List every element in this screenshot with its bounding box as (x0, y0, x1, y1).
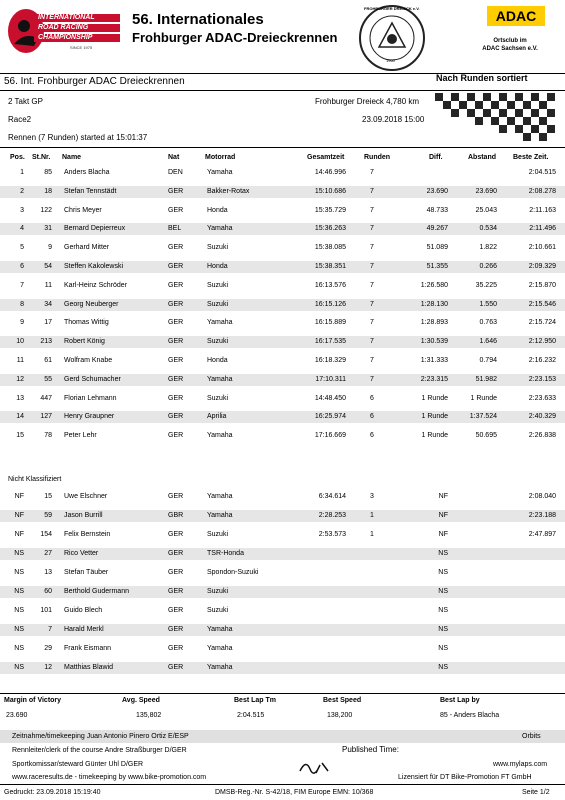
cell-laps: 7 (370, 375, 374, 383)
cell-pos: 14 (16, 413, 24, 421)
cell-laps: 6 (370, 413, 374, 421)
cell-nr: 85 (44, 169, 52, 176)
cell-nat: GER (168, 645, 184, 652)
sort-label: Nach Runden sortiert (436, 73, 528, 83)
cell-nr: 7 (48, 626, 52, 633)
col-nr: St.Nr. (32, 154, 51, 161)
table-row (0, 567, 565, 579)
cell-nr: 54 (44, 263, 52, 270)
table-row (0, 643, 565, 655)
cell-diff: NS (438, 550, 448, 557)
best-lap-by-value: 85 - Anders Blacha (440, 712, 500, 719)
cell-laps: 3 (370, 493, 374, 500)
cell-best: 2:15.724 (528, 319, 556, 327)
col-best: Beste Zeit. (513, 154, 549, 161)
cell-gap: 0.794 (479, 357, 497, 364)
table-row (0, 355, 565, 367)
cell-laps: 7 (370, 338, 374, 346)
cell-best: 2:10.661 (528, 244, 556, 252)
cell-bike: Honda (207, 206, 228, 214)
cell-gap: 1.550 (479, 300, 497, 308)
cell-best: 2:16.232 (528, 357, 556, 364)
cell-pos: 9 (20, 319, 24, 327)
orbits-label: Orbits (522, 733, 541, 740)
table-row (0, 280, 565, 292)
cell-name: Berthold Gudermann (64, 588, 129, 595)
cell-laps: 7 (370, 300, 374, 308)
cell-diff: 1 Runde (421, 394, 448, 402)
table-row (0, 586, 565, 598)
cell-time: 14:46.996 (314, 169, 346, 176)
cell-pos: NS (14, 550, 24, 557)
cell-nat: GER (168, 569, 184, 576)
best-speed-value: 138,200 (327, 712, 353, 719)
cell-nat: GER (168, 550, 184, 557)
cell-time: 15:10.686 (314, 187, 346, 195)
cell-nat: GER (168, 244, 184, 252)
cell-nr: 154 (40, 531, 52, 538)
cell-best: 2:11.496 (529, 225, 556, 233)
cell-best: 2:40.329 (528, 413, 556, 421)
cell-pos: NS (14, 645, 24, 652)
seal-year: 1960 (386, 58, 395, 63)
cell-nr: 12 (44, 664, 52, 671)
cell-nat: GER (168, 432, 184, 440)
race-name: Race2 (8, 115, 32, 124)
cell-laps: 7 (370, 357, 374, 364)
cell-diff: NF (438, 531, 448, 538)
cell-laps: 1 (370, 512, 374, 519)
cell-bike: Yamaha (207, 319, 233, 327)
table-row (0, 411, 565, 423)
cell-pos: 7 (20, 281, 24, 289)
cell-bike: Aprilia (207, 413, 227, 421)
cell-bike: Suzuki (207, 394, 229, 402)
avg-speed-value: 135,802 (136, 712, 162, 719)
cell-time: 2:28.253 (318, 512, 346, 519)
cell-laps: 7 (370, 263, 374, 270)
cell-name: Uwe Elschner (64, 493, 108, 500)
raceresults-link[interactable]: www.raceresults.de - timekeeping by www.bike-promotion.com (12, 774, 207, 781)
cell-gap: 0.266 (479, 263, 497, 270)
cell-nat: GER (168, 206, 184, 214)
cell-bike: Suzuki (207, 607, 229, 614)
cell-diff: 48.733 (426, 206, 448, 214)
cell-nr: 55 (44, 375, 52, 383)
col-bike: Motorrad (205, 154, 236, 161)
cell-name: Henry Graupner (64, 413, 115, 421)
cell-nr: 18 (44, 187, 52, 195)
cell-nat: GER (168, 187, 184, 195)
cell-nat: GER (168, 588, 184, 595)
cell-name: Gerd Schumacher (64, 375, 121, 383)
cell-pos: NF (14, 512, 24, 519)
table-row (0, 223, 565, 235)
cell-name: Chris Meyer (64, 206, 102, 214)
cell-time: 15:35.729 (314, 206, 346, 214)
cell-nat: GER (168, 263, 184, 270)
cell-nat: GER (168, 664, 184, 671)
seal-text: FROHBURGER DREIECK e.V. (364, 6, 420, 11)
cell-gap: 50.695 (475, 432, 497, 440)
cell-time: 17:10.311 (315, 375, 346, 383)
clerk-of-course: Rennleiter/clerk of the course Andre Straßburger D/GER (12, 747, 187, 754)
page-number: Seite 1/2 (522, 789, 550, 796)
race-datetime: 23.09.2018 15:00 (362, 115, 425, 124)
logo-line-2: ROAD RACING (38, 24, 89, 31)
cell-pos: 4 (20, 225, 24, 233)
cell-time: 15:38.351 (314, 263, 346, 270)
cell-name: Matthias Blawid (64, 664, 114, 671)
cell-name: Wolfram Knabe (64, 357, 113, 364)
cell-name: Frank Eismann (64, 645, 112, 652)
table-row (0, 374, 565, 386)
cell-name: Stefan Tennstädt (64, 187, 117, 195)
cell-nat: GBR (168, 512, 184, 519)
cell-nr: 61 (44, 357, 52, 364)
cell-name: Georg Neuberger (64, 300, 119, 308)
col-name: Name (62, 154, 82, 161)
cell-bike: Yamaha (207, 493, 233, 500)
checkered-flag-icon (435, 85, 560, 147)
cell-best: 2:09.329 (528, 263, 556, 270)
cell-best: 2:12.950 (528, 338, 556, 346)
cell-diff: NS (438, 569, 448, 576)
cell-nr: 29 (44, 645, 52, 652)
cell-pos: 3 (20, 206, 24, 214)
cell-name: Stefan Täuber (64, 569, 109, 576)
cell-time: 6:34.614 (318, 493, 346, 500)
cell-time: 16:18.329 (314, 357, 346, 364)
cell-diff: 23.690 (426, 187, 448, 195)
cell-best: 2:15.870 (528, 281, 556, 289)
cell-bike: Suzuki (207, 588, 229, 595)
cell-diff: NF (438, 493, 448, 500)
cell-laps: 7 (370, 206, 374, 214)
cell-nat: GER (168, 531, 184, 538)
cell-name: Harald Merkl (64, 626, 104, 633)
cell-nr: 127 (40, 413, 52, 421)
cell-diff: 1 Runde (421, 413, 448, 421)
cell-diff: 1 Runde (421, 432, 448, 440)
cell-nat: GER (168, 281, 184, 289)
cell-best: 2:23.153 (528, 375, 556, 383)
logo-line-3: CHAMPIONSHIP (38, 34, 93, 41)
adac-brand: ADAC (495, 8, 537, 24)
race-class: 2 Takt GP (8, 97, 43, 106)
cell-bike: Yamaha (207, 225, 233, 233)
cell-laps: 7 (370, 281, 374, 289)
cell-nr: 59 (44, 512, 52, 519)
cell-time: 15:38.085 (314, 244, 346, 252)
table-row (0, 205, 565, 217)
cell-bike: Suzuki (207, 531, 229, 538)
cell-gap: 1:37.524 (469, 413, 497, 421)
published-time: Published Time: (342, 745, 399, 754)
cell-diff: 1:30.539 (420, 338, 448, 346)
cell-diff: 51.355 (426, 263, 448, 270)
cell-nat: GER (168, 626, 184, 633)
cell-nat: GER (168, 357, 184, 364)
cell-laps: 7 (370, 244, 374, 252)
cell-nr: 17 (44, 319, 52, 327)
cell-nr: 101 (40, 607, 52, 614)
table-row (0, 430, 565, 442)
event-title-line-1: 56. Internationales (132, 11, 264, 28)
cell-gap: 0.534 (479, 225, 497, 233)
cell-best: 2:23.188 (528, 512, 556, 519)
cell-bike: Yamaha (207, 432, 233, 440)
table-row (0, 261, 565, 273)
cell-bike: Spondon-Suzuki (207, 569, 259, 576)
cell-bike: Yamaha (207, 375, 233, 383)
cell-nat: GER (168, 338, 184, 346)
cell-diff: 1:28.893 (420, 319, 448, 327)
cell-bike: Suzuki (207, 300, 229, 308)
table-row (0, 662, 565, 674)
cell-bike: Bakker-Rotax (207, 187, 250, 195)
cell-best: 2:08.278 (528, 187, 556, 195)
cell-name: Guido Blech (64, 607, 103, 614)
cell-bike: Yamaha (207, 645, 233, 652)
cell-nat: GER (168, 375, 184, 383)
cell-name: Steffen Kakolewski (64, 263, 124, 270)
cell-name: Rico Vetter (64, 550, 99, 557)
cell-time: 14:48.450 (314, 394, 346, 402)
cell-bike: Suzuki (207, 281, 229, 289)
cell-gap: 51.982 (475, 375, 497, 383)
cell-diff: NS (438, 588, 448, 595)
cell-laps: 7 (370, 169, 374, 176)
cell-best: 2:04.515 (528, 169, 556, 176)
cell-gap: 1 Runde (470, 394, 497, 402)
cell-nr: 34 (44, 300, 52, 308)
cell-diff: 49.267 (426, 225, 448, 233)
cell-pos: 6 (20, 263, 24, 270)
cell-nr: 60 (44, 588, 52, 595)
cell-pos: 2 (20, 187, 24, 195)
cell-best: 2:26.838 (528, 432, 556, 440)
cell-time: 2:53.573 (318, 531, 346, 538)
table-row (0, 624, 565, 636)
cell-name: Bernard Depierreux (64, 225, 126, 233)
cell-diff: 2:23.315 (420, 375, 448, 383)
cell-nr: 122 (40, 206, 52, 214)
cell-best: 2:47.897 (528, 531, 556, 538)
cell-nat: GER (168, 394, 184, 402)
cell-nr: 9 (48, 244, 52, 252)
cell-time: 15:36.263 (314, 225, 346, 233)
cell-best: 2:11.163 (529, 206, 556, 214)
cell-pos: NF (14, 531, 24, 538)
adac-sub-2: ADAC Sachsen e.V. (482, 46, 538, 52)
dmsb-reg: DMSB-Reg.-Nr. S-42/18, FIM Europe EMN: 10/368 (215, 789, 374, 796)
adac-sub-1: Ortsclub im (493, 38, 527, 44)
logo-line-1: INTERNATIONAL (38, 14, 95, 21)
cell-time: 16:25.974 (314, 413, 346, 421)
cell-time: 16:17.535 (314, 338, 346, 346)
table-row (0, 393, 565, 405)
cell-nat: DEN (168, 169, 183, 176)
cell-pos: NF (14, 493, 24, 500)
not-classified-label: Nicht Klassifiziert (8, 476, 62, 483)
cell-name: Anders Blacha (64, 169, 110, 176)
table-row (0, 548, 565, 560)
col-pos: Pos. (10, 154, 25, 161)
best-speed-label: Best Speed (323, 697, 362, 704)
cell-name: Thomas Wittig (64, 319, 109, 327)
cell-bike: Suzuki (207, 244, 229, 252)
cell-gap: 0.763 (479, 319, 497, 327)
cell-bike: Yamaha (207, 512, 233, 519)
licence: Lizensiert für DT Bike-Promotion FT GmbH (398, 774, 532, 781)
best-lap-by-label: Best Lap by (440, 697, 480, 704)
col-laps: Runden (364, 154, 391, 161)
table-row (0, 510, 565, 522)
cell-pos: 13 (16, 394, 24, 402)
cell-nr: 15 (44, 493, 52, 500)
cell-nr: 13 (44, 569, 52, 576)
cell-name: Robert König (64, 338, 105, 346)
cell-time: 16:13.576 (314, 281, 346, 289)
cell-name: Karl-Heinz Schröder (64, 281, 128, 289)
table-row (0, 336, 565, 348)
cell-diff: 1:26.580 (420, 281, 448, 289)
cell-name: Florian Lehmann (64, 394, 117, 402)
cell-time: 17:16.669 (314, 432, 346, 440)
cell-nat: GER (168, 607, 184, 614)
cell-laps: 1 (370, 531, 374, 538)
cell-nat: GER (168, 413, 184, 421)
cell-pos: NS (14, 588, 24, 595)
cell-pos: NS (14, 626, 24, 633)
table-row (0, 605, 565, 617)
race-start: Rennen (7 Runden) started at 15:01:37 (8, 133, 148, 142)
table-row (0, 242, 565, 254)
cell-nr: 31 (44, 225, 52, 233)
timekeeping: Zeitnahme/timekeeping Juan Antonio Pinero Ortiz E/ESP (12, 733, 189, 740)
cell-diff: NS (438, 626, 448, 633)
cell-bike: TSR-Honda (207, 550, 244, 557)
cell-diff: NF (438, 512, 448, 519)
cell-gap: 1.646 (479, 338, 497, 346)
margin-label: Margin of Victory (4, 697, 62, 704)
cell-bike: Yamaha (207, 169, 233, 176)
cell-diff: NS (438, 607, 448, 614)
cell-name: Jason Burrill (64, 512, 103, 519)
cell-pos: 10 (16, 338, 24, 346)
col-nat: Nat (168, 154, 180, 161)
cell-pos: 5 (20, 244, 24, 252)
cell-nat: GER (168, 493, 184, 500)
cell-bike: Suzuki (207, 338, 229, 346)
signature (298, 757, 338, 777)
cell-diff: 1:31.333 (420, 357, 448, 364)
cell-best: 2:08.040 (528, 493, 556, 500)
track-name: Frohburger Dreieck 4,780 km (315, 97, 420, 106)
cell-nr: 27 (44, 550, 52, 557)
table-row (0, 317, 565, 329)
event-title-line-2: Frohburger ADAC-Dreieckrennen (132, 30, 338, 45)
best-lap-label: Best Lap Tm (234, 697, 277, 704)
cell-pos: NS (14, 664, 24, 671)
cell-gap: 35.225 (475, 281, 497, 289)
cell-diff: NS (438, 645, 448, 652)
printed-timestamp: Gedruckt: 23.09.2018 15:19:40 (4, 789, 101, 796)
cell-name: Gerhard Mitter (64, 244, 110, 252)
cell-pos: NS (14, 607, 24, 614)
cell-nat: GER (168, 319, 184, 327)
avg-speed-label: Avg. Speed (122, 697, 160, 704)
cell-gap: 1.822 (479, 244, 497, 252)
cell-nr: 447 (40, 394, 52, 402)
cell-pos: NS (14, 569, 24, 576)
cell-nat: BEL (168, 225, 182, 233)
event-bar-left: 56. Int. Frohburger ADAC Dreieckrennen (4, 76, 185, 87)
cell-laps: 6 (370, 432, 374, 440)
cell-pos: 1 (20, 169, 24, 176)
cell-laps: 6 (370, 394, 374, 402)
cell-bike: Yamaha (207, 664, 233, 671)
cell-gap: 25.043 (475, 206, 497, 214)
cell-best: 2:15.546 (528, 300, 556, 308)
table-row (0, 491, 565, 503)
margin-value: 23.690 (6, 712, 28, 719)
col-time: Gesamtzeit (307, 154, 345, 161)
cell-gap: 23.690 (475, 187, 497, 195)
cell-pos: 12 (16, 375, 24, 383)
cell-pos: 11 (16, 357, 24, 364)
steward: Sportkomissar/steward Günter Uhl D/GER (12, 761, 144, 768)
cell-laps: 7 (370, 319, 374, 327)
cell-laps: 7 (370, 225, 374, 233)
cell-nat: GER (168, 300, 184, 308)
cell-pos: 15 (16, 432, 24, 440)
table-row (0, 529, 565, 541)
cell-best: 2:23.633 (528, 394, 556, 402)
table-row (0, 167, 565, 179)
cell-bike: Yamaha (207, 626, 233, 633)
col-diff: Diff. (429, 154, 443, 161)
cell-name: Felix Bernstein (64, 531, 111, 538)
logo-year: SINCE 1975 (70, 45, 93, 50)
best-lap-value: 2:04.515 (237, 712, 265, 719)
cell-nr: 78 (44, 432, 52, 440)
cell-time: 16:15.889 (314, 319, 346, 327)
cell-diff: 51.089 (426, 244, 448, 252)
cell-diff: 1:28.130 (420, 300, 448, 308)
cell-diff: NS (438, 664, 448, 671)
cell-name: Peter Lehr (64, 432, 97, 440)
table-row (0, 186, 565, 198)
table-row (0, 299, 565, 311)
cell-nr: 213 (40, 338, 52, 346)
cell-nr: 11 (44, 281, 52, 289)
cell-laps: 7 (370, 187, 374, 195)
cell-bike: Honda (207, 263, 228, 270)
cell-time: 16:15.126 (314, 300, 346, 308)
cell-bike: Honda (207, 357, 228, 364)
mylaps-link[interactable]: www.mylaps.com (493, 761, 548, 768)
cell-pos: 8 (20, 300, 24, 308)
col-gap: Abstand (468, 154, 496, 161)
